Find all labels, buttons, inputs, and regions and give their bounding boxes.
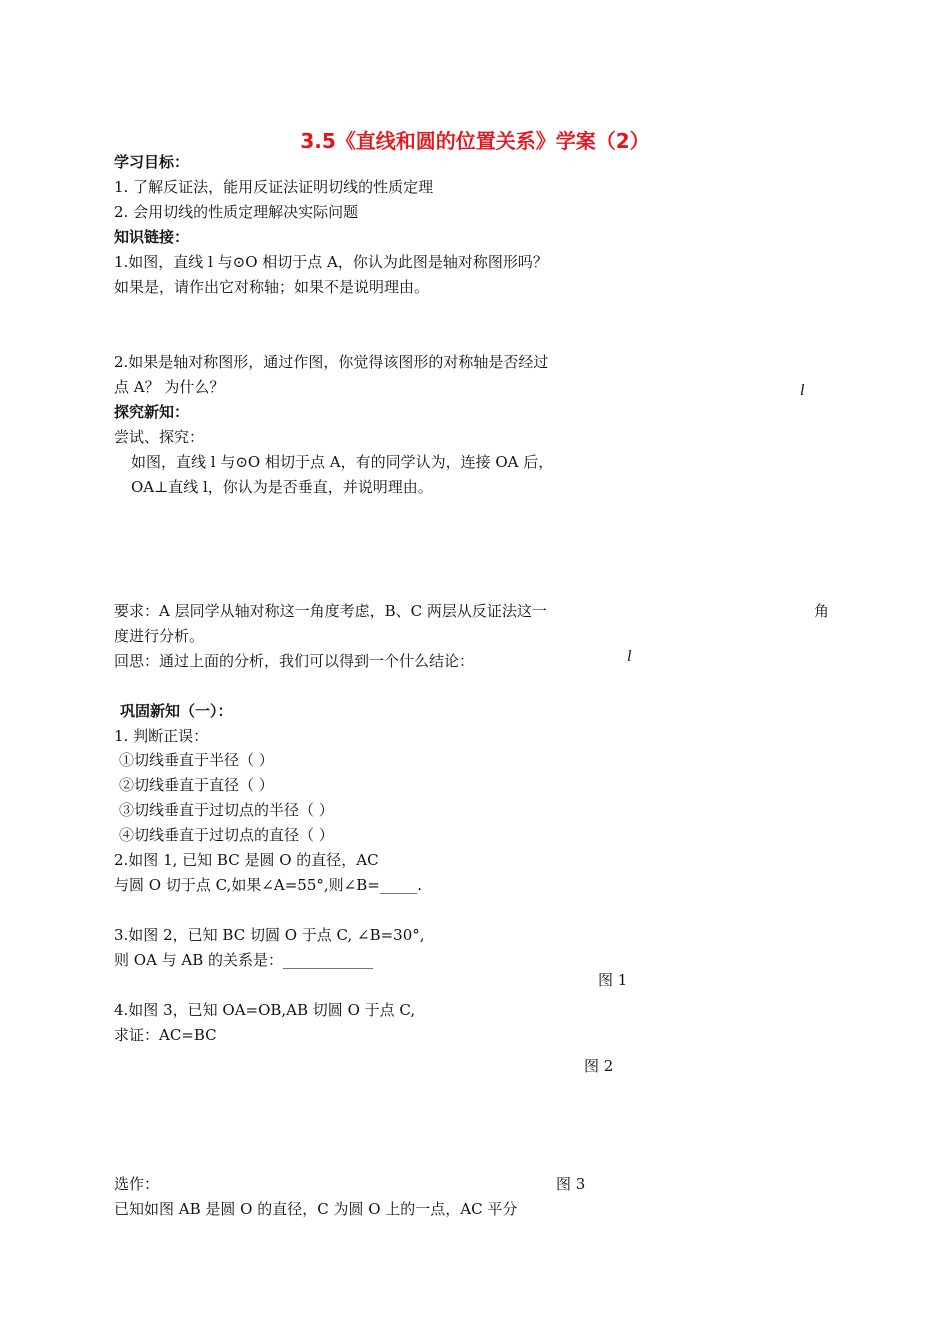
explore-line1: 如图，直线 l 与⊙O 相切于点 A，有的同学认为，连接 OA 后，: [131, 453, 554, 471]
requirement-line2: 度进行分析。: [114, 627, 205, 645]
question4-line1: 4.如图 3，已知 OA=OB,AB 切圆 O 于点 C,: [114, 1001, 416, 1019]
goals-heading: 学习目标：: [114, 153, 190, 171]
explore-sub: 尝试、探究：: [114, 428, 205, 446]
requirement-line1: 要求：A 层同学从轴对称这一角度考虑，B、C 两层从反证法这一: [114, 602, 547, 620]
reflection-line: 回思：通过上面的分析，我们可以得到一个什么结论：: [114, 652, 475, 670]
question2-line2: 与圆 O 切于点 C,如果∠A=55°,则∠B=_____.: [114, 876, 423, 894]
explore-heading: 探究新知：: [114, 403, 190, 421]
question4-line2: 求证：AC=BC: [114, 1026, 217, 1044]
figure-2-caption: 图 2: [584, 1057, 614, 1075]
figure-label-l-top: l: [800, 382, 805, 399]
judge-item-2: ②切线垂直于直径（ ）: [119, 776, 274, 794]
optional-heading: 选作：: [114, 1175, 160, 1193]
knowledge-q2-line2: 点 A？ 为什么？: [114, 378, 225, 396]
question2-line1: 2.如图 1, 已知 BC 是圆 O 的直径，AC: [114, 851, 379, 869]
knowledge-heading: 知识链接：: [114, 228, 190, 246]
judge-item-1: ①切线垂直于半径（ ）: [119, 751, 274, 769]
figure-label-l-bottom: l: [627, 648, 632, 665]
judge-item-3: ③切线垂直于过切点的半径（ ）: [119, 801, 334, 819]
figure-3-caption: 图 3: [556, 1175, 586, 1193]
explore-line2: OA⊥直线 l，你认为是否垂直，并说明理由。: [131, 478, 433, 496]
knowledge-q1-line2: 如果是，请作出它对称轴；如果不是说明理由。: [114, 278, 430, 296]
judge-title: 1. 判断正误：: [114, 727, 209, 745]
figure-1-caption: 图 1: [598, 971, 628, 989]
question3-line2: 则 OA 与 AB 的关系是：____________: [114, 951, 374, 969]
goal-item-1: 1. 了解反证法，能用反证法证明切线的性质定理: [114, 178, 434, 196]
optional-line1: 已知如图 AB 是圆 O 的直径，C 为圆 O 上的一点，AC 平分: [114, 1200, 518, 1218]
knowledge-q1-line1: 1.如图，直线 l 与⊙O 相切于点 A，你认为此图是轴对称图形吗？: [114, 253, 548, 271]
judge-item-4: ④切线垂直于过切点的直径（ ）: [119, 826, 334, 844]
consolidate-heading: 巩固新知（一）：: [120, 702, 233, 720]
goal-item-2: 2. 会用切线的性质定理解决实际问题: [114, 203, 359, 221]
page-title: 3.5《直线和圆的位置关系》学案（2）: [300, 129, 650, 153]
knowledge-q2-line1: 2.如果是轴对称图形，通过作图，你觉得该图形的对称轴是否经过: [114, 353, 549, 371]
question3-line1: 3.如图 2，已知 BC 切圆 O 于点 C, ∠B=30°,: [114, 926, 425, 944]
requirement-line1-end: 角: [814, 602, 830, 620]
